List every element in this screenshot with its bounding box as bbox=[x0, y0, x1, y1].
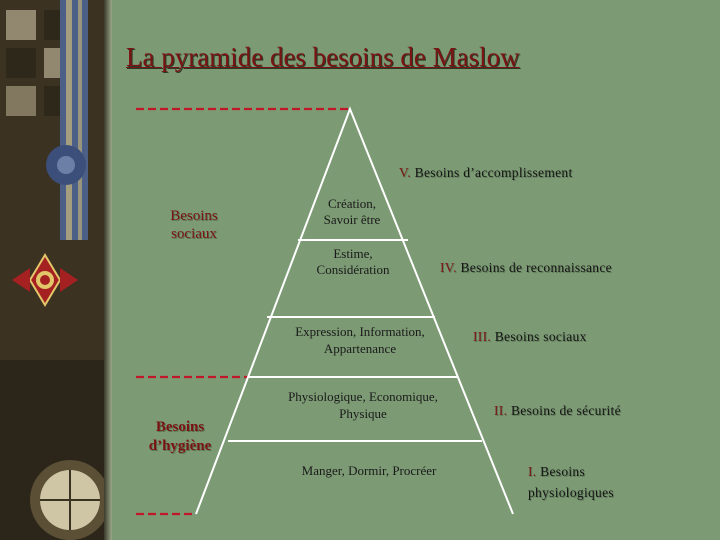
need-level-3-number: III. bbox=[473, 329, 492, 344]
need-level-1 bbox=[528, 461, 614, 503]
need-level-4-text: Besoins de reconnaissance bbox=[460, 260, 612, 275]
level-1-label bbox=[302, 463, 437, 478]
level-3-label bbox=[295, 324, 425, 356]
need-level-3-text: Besoins sociaux bbox=[494, 329, 587, 344]
slide-title: La pyramide des besoins de Maslow bbox=[126, 42, 520, 72]
need-level-4 bbox=[440, 260, 612, 276]
need-level-3 bbox=[473, 329, 587, 345]
level-2-line2: Physique bbox=[339, 406, 387, 421]
level-1-line1: Manger, Dormir, Procréer bbox=[301, 463, 437, 478]
need-level-1-text: Besoins bbox=[540, 464, 586, 479]
level-2-label bbox=[288, 389, 438, 421]
level-3-line2: Appartenance bbox=[323, 341, 397, 356]
level-5-label bbox=[324, 196, 381, 227]
need-level-4-number: IV. bbox=[440, 260, 457, 275]
level-3-line1: Expression, Information, bbox=[295, 324, 425, 339]
need-level-5-text: Besoins d’accomplissement bbox=[414, 165, 573, 180]
need-level-2-number: II. bbox=[494, 403, 508, 418]
group-hygiene-line1: Besoins bbox=[155, 419, 205, 435]
group-hygiene-needs bbox=[138, 418, 222, 456]
level-4-line2: Considération bbox=[316, 262, 390, 277]
need-level-1-number: I. bbox=[528, 464, 537, 479]
level-5-line2: Savoir être bbox=[323, 212, 381, 227]
level-4-line1: Estime, bbox=[333, 246, 373, 261]
group-social-line2: sociaux bbox=[171, 226, 217, 242]
need-level-2 bbox=[494, 403, 621, 419]
group-hygiene-line2: d’hygiène bbox=[148, 438, 212, 454]
need-level-2-text: Besoins de sécurité bbox=[510, 403, 621, 418]
group-social-line1: Besoins bbox=[170, 208, 218, 224]
need-level-1-text-line2: physiologiques bbox=[528, 485, 614, 500]
level-4-label bbox=[317, 246, 390, 277]
pyramid-levels bbox=[288, 196, 438, 478]
level-5-line1: Création, bbox=[327, 196, 377, 211]
group-social-needs bbox=[152, 207, 236, 243]
level-2-line1: Physiologique, Economique, bbox=[288, 389, 438, 404]
need-level-5 bbox=[399, 165, 573, 181]
need-level-5-number: V. bbox=[399, 165, 411, 180]
